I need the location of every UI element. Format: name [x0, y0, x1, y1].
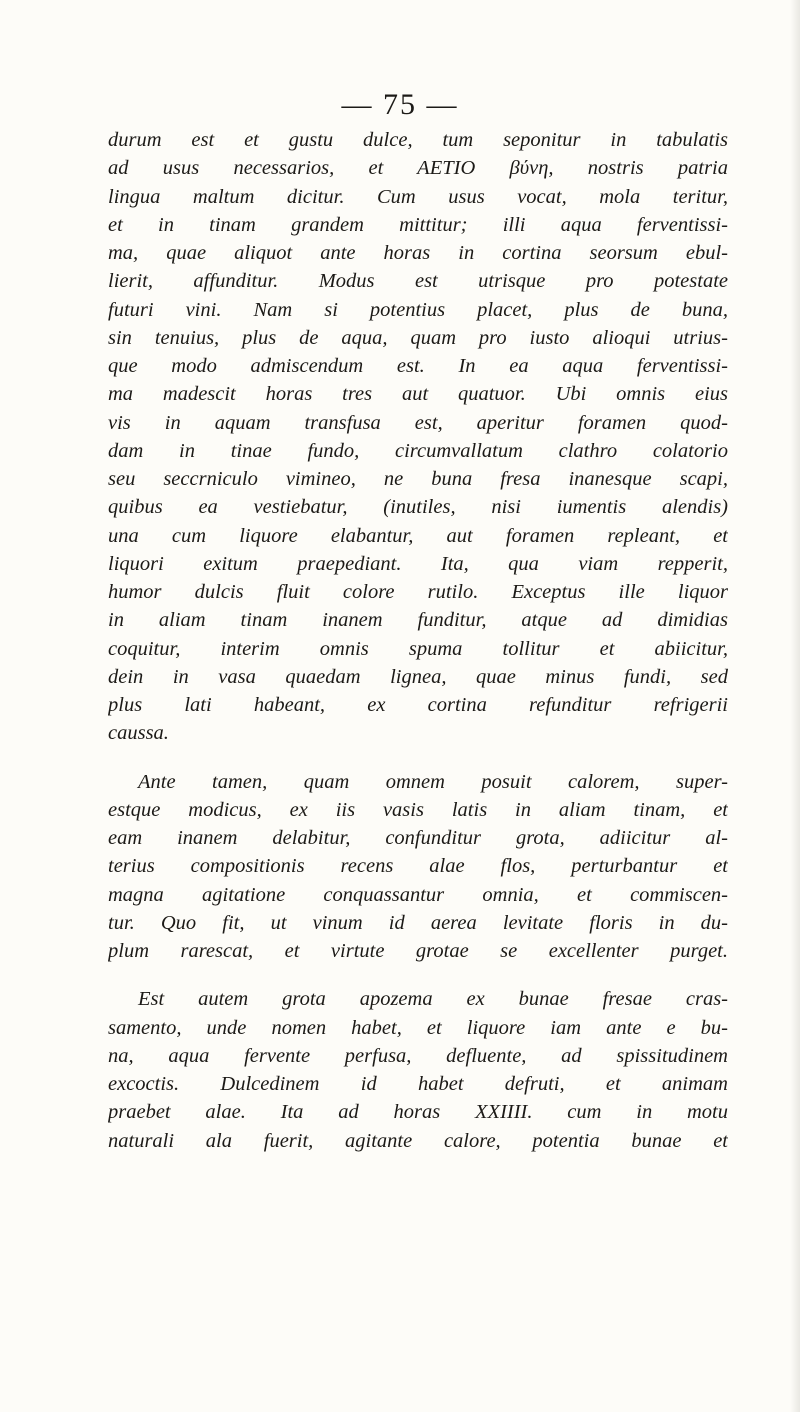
text-line: vis in aquam transfusa est, aperitur foramen quod-: [108, 411, 728, 434]
paragraph-2: [108, 768, 728, 966]
paragraph-3: [108, 985, 728, 1155]
text-line: Ante tamen, quam omnem posuit calorem, super-: [138, 770, 728, 793]
text-line: ma, quae aliquot ante horas in cortina seorsum ebul-: [108, 242, 728, 264]
text-line: Est autem grota apozema ex bunae fresae cras-: [138, 988, 728, 1011]
text-line: in aliam tinam inanem funditur, atque ad dimidias: [108, 609, 728, 632]
text-line: excoctis. Dulcedinem id habet defruti, et animam: [108, 1073, 728, 1095]
text-line: sin tenuius, plus de aqua, quam pro iusto alioqui utrius-: [108, 326, 728, 349]
page-number: — 75 —: [341, 88, 459, 121]
text-line: quibus ea vestiebatur, (inutiles, nisi iumentis alendis): [108, 496, 728, 519]
text-line: plum rarescat, et virtute grotae se excellenter purget.: [108, 940, 728, 962]
text-line: et in tinam grandem mittitur; illi aqua ferventissi-: [108, 213, 728, 236]
text-line: terius compositionis recens alae flos, perturbantur et: [108, 855, 728, 878]
text-line: praebet alae. Ita ad horas XXIIII. cum in motu: [108, 1101, 728, 1124]
text-line: lingua maltum dicitur. Cum usus vocat, mola teritur,: [108, 185, 728, 208]
text-line: ma madescit horas tres aut quatuor. Ubi omnis eius: [108, 383, 728, 406]
text-line: eam inanem delabitur, confunditur grota, adiicitur al-: [108, 827, 728, 849]
text-line: dam in tinae fundo, circumvallatum clathro colatorio: [108, 439, 728, 462]
page-edge-shadow: [790, 0, 800, 1412]
text-line: futuri vini. Nam si potentius placet, plus de buna,: [108, 298, 728, 321]
text-line: lierit, affunditur. Modus est utrisque pro potestate: [108, 270, 728, 293]
text-line: tur. Quo fit, ut vinum id aerea levitate floris in du-: [108, 911, 728, 934]
text-line: caussa.: [108, 722, 169, 745]
text-line: una cum liquore elabantur, aut foramen repleant, et: [108, 524, 728, 547]
text-line: naturali ala fuerit, agitante calore, potentia bunae et: [108, 1129, 728, 1152]
text-line: magna agitatione conquassantur omnia, et commiscen-: [108, 883, 728, 906]
text-line: na, aqua fervente perfusa, defluente, ad spissitudinem: [108, 1044, 728, 1067]
text-line: durum est et gustu dulce, tum seponitur in tabulatis: [108, 129, 728, 151]
text-line: coquitur, interim omnis spuma tollitur et abiicitur,: [108, 637, 728, 660]
paragraph-1: [108, 126, 728, 748]
text-line: humor dulcis fluit colore rutilo. Exceptus ille liquor: [108, 581, 728, 603]
text-line: estque modicus, ex iis vasis latis in aliam tinam, et: [108, 798, 728, 821]
text-line: ad usus necessarios, et AETIO βύνη, nostris patria: [108, 157, 728, 180]
text-line: plus lati habeant, ex cortina refunditur refrigerii: [108, 694, 728, 716]
text-line: liquori exitum praepediant. Ita, qua viam repperit,: [108, 552, 728, 575]
text-line: samento, unde nomen habet, et liquore iam ante e bu-: [108, 1016, 728, 1039]
text-line: dein in vasa quaedam lignea, quae minus fundi, sed: [108, 665, 728, 688]
body-text: [108, 126, 728, 1155]
text-line: seu seccrniculo vimineo, ne buna fresa inanesque scapi,: [108, 468, 728, 490]
text-line: que modo admiscendum est. In ea aqua ferventissi-: [108, 355, 728, 377]
